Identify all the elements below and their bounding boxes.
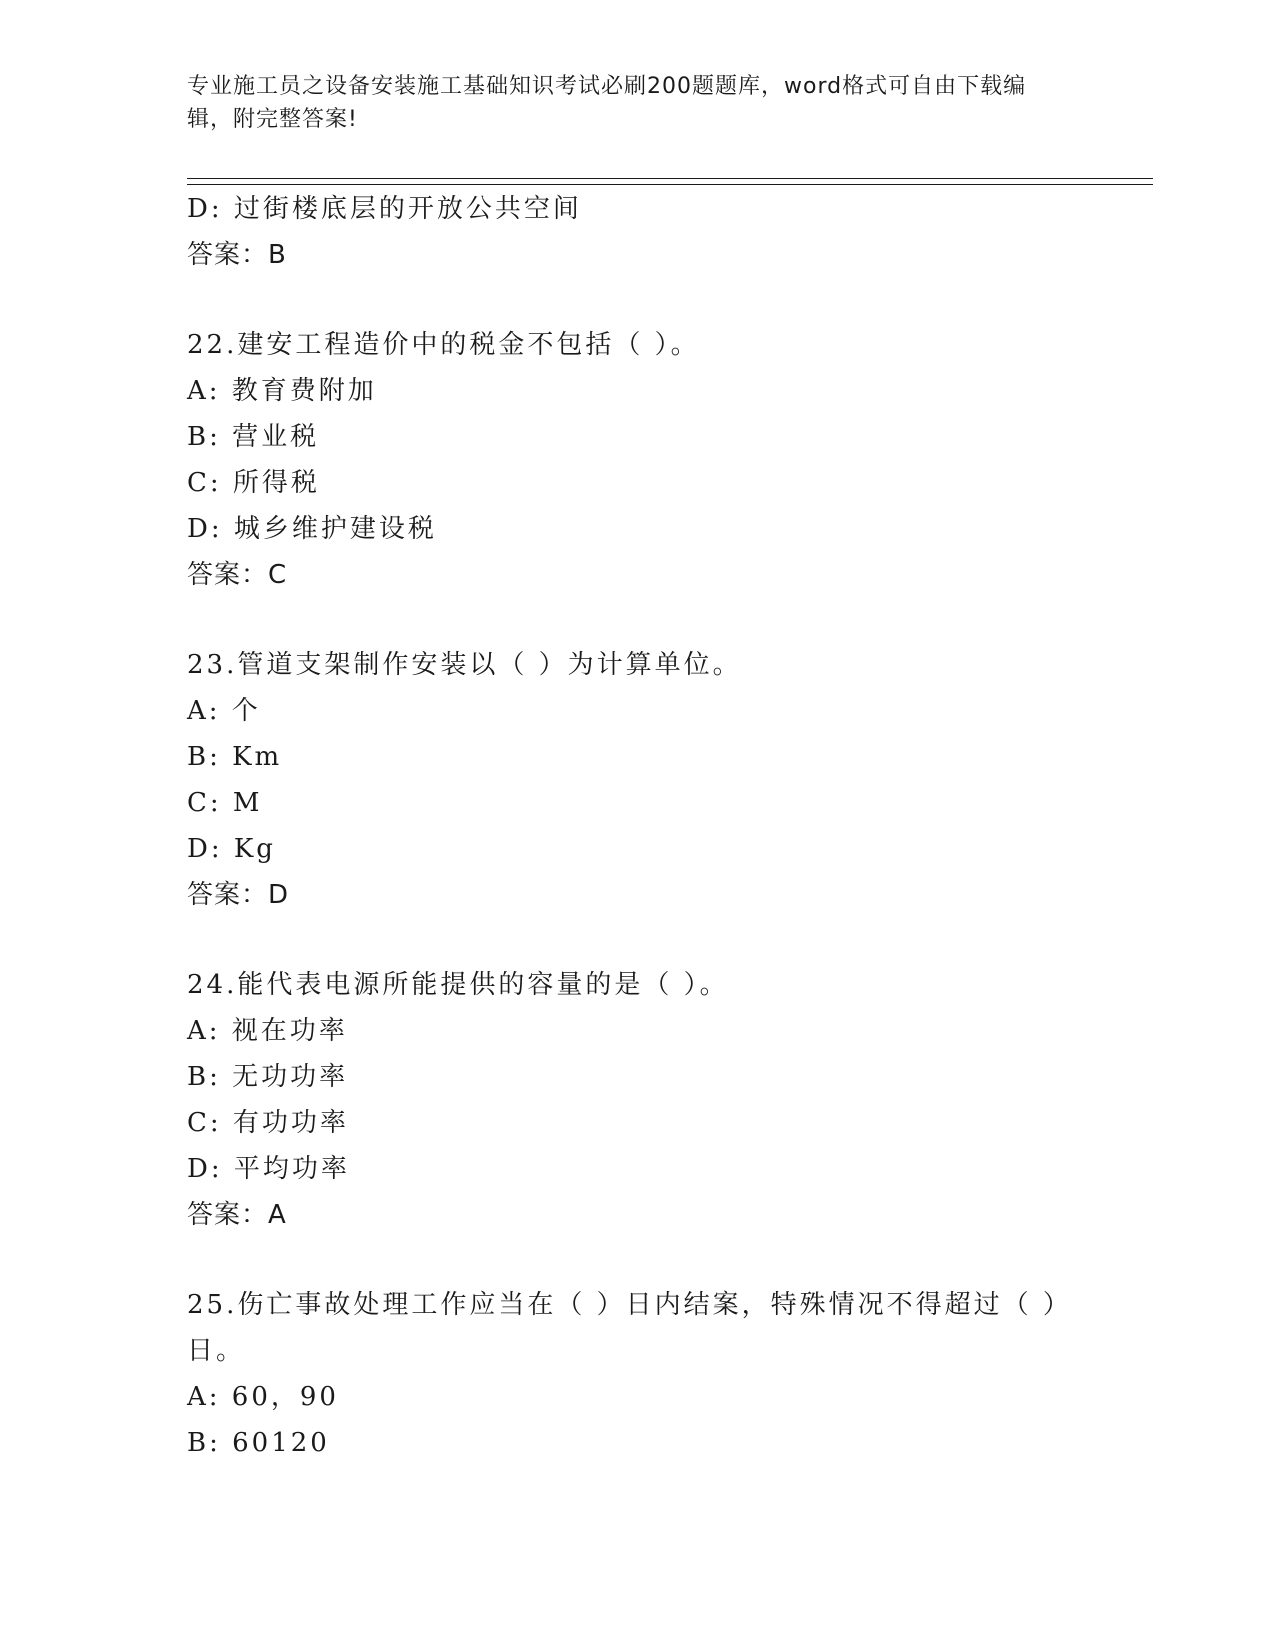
- question-25: [187, 1282, 1087, 1466]
- spacer: [187, 1238, 1087, 1282]
- question-24: [187, 962, 1087, 1238]
- option-b: B: 无功功率: [187, 1062, 349, 1092]
- spacer: [187, 918, 1087, 962]
- option-d: D: Kg: [187, 834, 276, 864]
- answer: 答案：D: [187, 880, 290, 910]
- option-b: B: 营业税: [187, 422, 320, 452]
- option-b: B: Km: [187, 742, 283, 772]
- option-d: D: 过街楼底层的开放公共空间: [187, 194, 582, 224]
- header-title: 专业施工员之设备安装施工基础知识考试必刷200题题库，word格式可自由下载编辑，附完整答案!: [187, 74, 1027, 132]
- question-22: [187, 322, 1087, 598]
- answer: 答案：A: [187, 1200, 287, 1230]
- option-a: A: 教育费附加: [187, 376, 377, 406]
- option-b: B: 60120: [187, 1428, 330, 1458]
- question-21-tail: [187, 186, 1087, 278]
- option-d: D: 平均功率: [187, 1154, 350, 1184]
- spacer: [187, 278, 1087, 322]
- header-divider: [187, 178, 1153, 185]
- answer: 答案：B: [187, 240, 287, 270]
- question-text: 22.建安工程造价中的税金不包括（ ）。: [187, 330, 700, 360]
- option-c: C: M: [187, 788, 263, 818]
- document-header: [187, 70, 1067, 136]
- option-a: A: 60，90: [187, 1382, 339, 1412]
- answer: 答案：C: [187, 560, 288, 590]
- question-list: [187, 186, 1087, 1466]
- question-23: [187, 642, 1087, 918]
- option-a: A: 个: [187, 696, 261, 726]
- option-a: A: 视在功率: [187, 1016, 348, 1046]
- option-c: C: 所得税: [187, 468, 320, 498]
- option-c: C: 有功功率: [187, 1108, 349, 1138]
- question-text: 25.伤亡事故处理工作应当在（ ）日内结案，特殊情况不得超过（ ）日。: [187, 1290, 1059, 1366]
- spacer: [187, 598, 1087, 642]
- question-text: 23.管道支架制作安装以（ ）为计算单位。: [187, 650, 742, 680]
- question-text: 24.能代表电源所能提供的容量的是（ ）。: [187, 970, 729, 1000]
- option-d: D: 城乡维护建设税: [187, 514, 437, 544]
